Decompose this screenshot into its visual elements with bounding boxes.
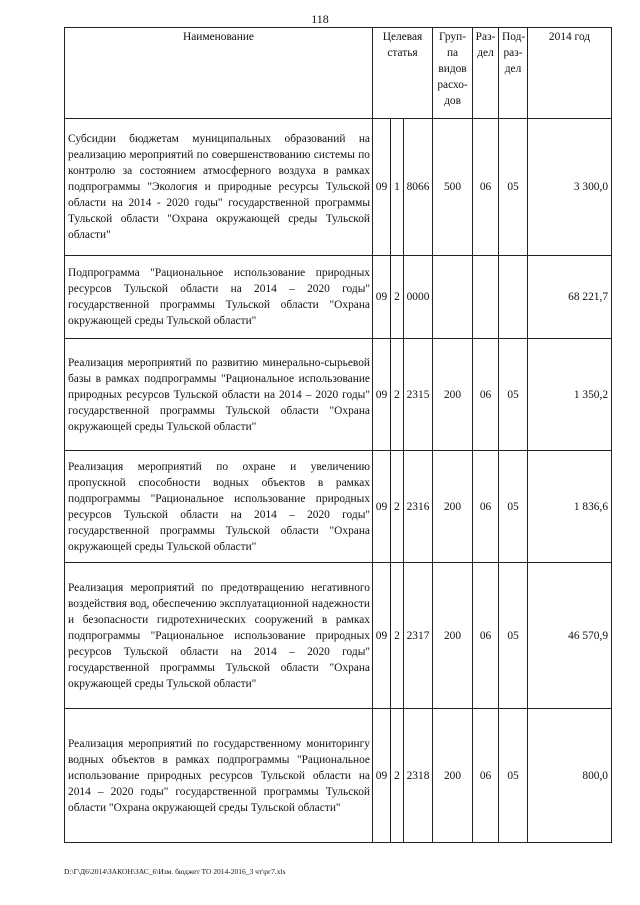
row-name: Реализация мероприятий по государственному мониторингу водных объектов в рамках подпрограммы "Рациональное использование природных ресурсов Тульской области на 2014 – 2020 годы" государственной программы Тульской области "Охрана окружающей среды Тульской области"	[65, 709, 373, 843]
row-section: 06	[473, 709, 499, 843]
row-article-program: 09	[373, 563, 391, 709]
row-article-code: 2318	[404, 709, 433, 843]
table-row	[65, 451, 612, 563]
row-name: Реализация мероприятий по развитию минерально-сырьевой базы в рамках подпрограммы "Рациональное использование природных ресурсов Тульской области на 2014 – 2020 годы" государственной программы Тульской области "Охрана окружающей среды Тульской области"	[65, 339, 373, 451]
row-section: 06	[473, 339, 499, 451]
row-amount: 1 350,2	[528, 339, 612, 451]
row-name: Субсидии бюджетам муниципальных образований на реализацию мероприятий по совершенствованию системы по контролю за состоянием атмосферного воздуха в рамках подпрограммы "Экология и природные ресурсы Тульской области на 2014 - 2020 годы" государственной программы Тульской области "Охрана окружающей среды Тульской области"	[65, 119, 373, 256]
row-article-code: 2317	[404, 563, 433, 709]
row-article-program: 09	[373, 256, 391, 339]
row-subsection: 05	[499, 119, 528, 256]
row-amount: 46 570,9	[528, 563, 612, 709]
row-section: 06	[473, 563, 499, 709]
row-amount: 1 836,6	[528, 451, 612, 563]
row-section: 06	[473, 119, 499, 256]
row-article-subprogram: 2	[391, 451, 404, 563]
header-year-2014: 2014 год	[528, 28, 612, 119]
row-article-subprogram: 2	[391, 563, 404, 709]
row-article-program: 09	[373, 709, 391, 843]
row-article-code: 0000	[404, 256, 433, 339]
row-expense-group: 200	[433, 339, 473, 451]
header-name: Наименование	[65, 28, 373, 119]
header-subsection: Под- раз- дел	[499, 28, 528, 119]
row-expense-group	[433, 256, 473, 339]
file-path-footer: D:\Г\Д6\2014\ЗАКОН\ЗАС_6\Изм. бюджет ТО 2014-2016_3 чт\рг7.xls	[64, 867, 286, 876]
row-article-program: 09	[373, 451, 391, 563]
row-article-subprogram: 2	[391, 339, 404, 451]
table-row	[65, 563, 612, 709]
row-article-program: 09	[373, 339, 391, 451]
header-expense-group: Груп- па видов расхо- дов	[433, 28, 473, 119]
budget-table	[64, 27, 612, 843]
row-article-program: 09	[373, 119, 391, 256]
row-article-code: 8066	[404, 119, 433, 256]
row-amount: 800,0	[528, 709, 612, 843]
table-row	[65, 339, 612, 451]
row-expense-group: 500	[433, 119, 473, 256]
row-article-subprogram: 2	[391, 256, 404, 339]
row-article-code: 2316	[404, 451, 433, 563]
row-article-code: 2315	[404, 339, 433, 451]
row-section	[473, 256, 499, 339]
row-expense-group: 200	[433, 563, 473, 709]
page-number: 118	[311, 12, 329, 26]
row-expense-group: 200	[433, 451, 473, 563]
row-article-subprogram: 1	[391, 119, 404, 256]
row-name: Реализация мероприятий по охране и увеличению пропускной способности водных объектов в рамках подпрограммы "Рациональное использование природных ресурсов Тульской области на 2014 – 2020 годы" государственной программы Тульской области "Охрана окружающей среды Тульской области"	[65, 451, 373, 563]
table-row	[65, 119, 612, 256]
row-subsection: 05	[499, 563, 528, 709]
row-section: 06	[473, 451, 499, 563]
row-amount: 68 221,7	[528, 256, 612, 339]
row-article-subprogram: 2	[391, 709, 404, 843]
row-name: Подпрограмма "Рациональное использование природных ресурсов Тульской области на 2014 – 2020 годы" государственной программы Тульской области "Охрана окружающей среды Тульской области"	[65, 256, 373, 339]
row-expense-group: 200	[433, 709, 473, 843]
header-target-article: Целевая статья	[373, 28, 433, 119]
row-amount: 3 300,0	[528, 119, 612, 256]
row-name: Реализация мероприятий по предотвращению негативного воздействия вод, обеспечению эксплуатационной надежности и безопасности гидротехнических сооружений в рамках подпрограммы "Рациональное использование природных ресурсов Тульской области на 2014 – 2020 годы" государственной программы Тульской области "Охрана окружающей среды Тульской области"	[65, 563, 373, 709]
table-row	[65, 709, 612, 843]
row-subsection: 05	[499, 709, 528, 843]
table-header-row	[65, 28, 612, 119]
row-subsection: 05	[499, 451, 528, 563]
row-subsection	[499, 256, 528, 339]
header-section: Раз- дел	[473, 28, 499, 119]
row-subsection: 05	[499, 339, 528, 451]
table-row	[65, 256, 612, 339]
